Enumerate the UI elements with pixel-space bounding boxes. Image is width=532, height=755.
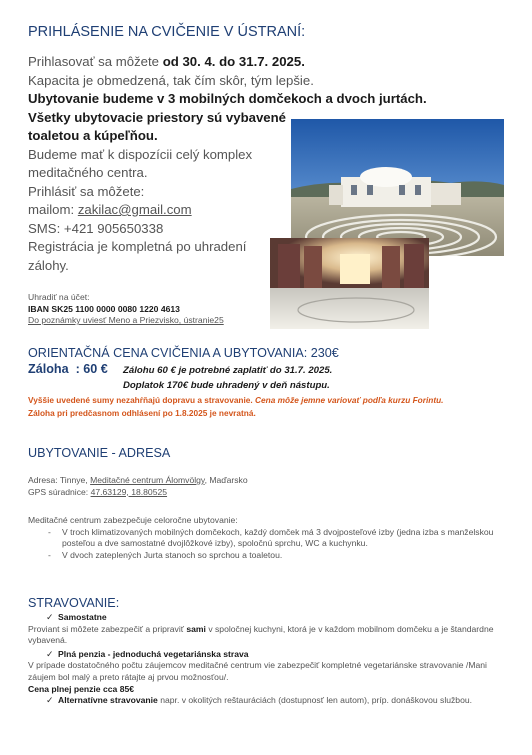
checkmark-icon: ✓ <box>46 612 54 622</box>
registration-line-8: Prihlásiť sa môžete: <box>28 183 145 199</box>
registration-line-3: Ubytovanie budeme v 3 mobilných domčekoch a dvoch jurtách. <box>28 91 427 106</box>
registration-line-1: Prihlasovať sa môžete <box>28 54 163 69</box>
accommodation-intro: Meditačné centrum zabezpečuje celoročne ubytovanie: <box>28 515 238 525</box>
price-warning <box>28 394 508 419</box>
full-board-price: Cena plnej penzie cca 85€ <box>28 683 135 694</box>
list-item: - V troch klimatizovaných mobilných domčekoch, každý domček má 3 dvojposteľové izby (jedna izba s manželskou posteľou a dve samostatné dvojlôžkové izby), spoločnú sprchu, WC a kuchynku. <box>48 527 506 550</box>
alternative-food-text: napr. v okolitých reštauráciách (dostupnosť len autom), príp. donáškovou službou. <box>157 695 473 706</box>
full-board-title: Plná penzia - jednoduchá vegetariánska strava <box>58 648 249 659</box>
payment-label: Uhradiť na účet: <box>28 292 90 302</box>
list-item-text: V troch klimatizovaných mobilných domčekoch, každý domček má 3 dvojposteľové izby (jedna izba s manželskou posteľou a dve samostatné dvojlôžkové izby), spoločnú sprchu, WC a kuchynku. <box>62 526 494 549</box>
meditation-center-exterior-photo <box>291 119 504 256</box>
checkmark-icon: ✓ <box>46 648 54 659</box>
address-country: , Maďarsko <box>204 475 248 485</box>
self-catering-text-end: v spoločnej kuchyni, ktorá je v každom mobilnom domčeku a je štandardne vybavená. <box>28 623 494 646</box>
self-catering-text: Proviant si môžete zabezpečiť a pripraviť <box>28 623 187 634</box>
self-catering-title: Samostatne <box>58 612 107 622</box>
sms-contact: SMS: +421 905650338 <box>28 220 164 236</box>
full-board-text: V prípade dostatočného počtu záujemcov meditačné centrum vie zabezpečiť kompletné vegetariánske stravovanie /Mani záujem bol malý a preto rátajte aj prvou možnosťou/. <box>28 660 487 682</box>
registration-line-2: Kapacita je obmedzená, tak čím skôr, tým lepšie. <box>28 72 314 88</box>
price-warning-text: Vyššie uvedené sumy nezahŕňajú dopravu a stravovanie. <box>28 395 256 405</box>
forint-note: Cena môže jemne variovať podľa kurzu Forintu. <box>255 395 444 405</box>
deposit-info <box>123 364 332 393</box>
meditation-hall-interior-photo <box>270 238 429 329</box>
registration-line-6: Budeme mať k dispozícii celý komplex <box>28 146 253 162</box>
registration-line-7: meditačného centra. <box>28 165 148 180</box>
accommodation-details <box>28 515 506 561</box>
remaining-payment: Doplatok 170€ bude uhradený v deň nástupu. <box>123 379 330 391</box>
payment-note: Do poznámky uviesť Meno a Priezvisko, ústranie25 <box>28 315 224 326</box>
list-item-text: V dvoch zateplených Jurta stanoch so sprchou a toaletou. <box>62 549 283 560</box>
gps-label: GPS súradnice: <box>28 486 91 497</box>
alternative-food-title: Alternatívne stravovanie <box>58 695 158 706</box>
iban: IBAN SK25 1100 0000 0080 1220 4613 <box>28 303 180 314</box>
mail-label: mailom: <box>28 202 78 217</box>
email-link[interactable]: zakilac@gmail.com <box>77 202 192 217</box>
food-details <box>28 612 506 707</box>
registration-dates: od 30. 4. do 31.7. 2025. <box>162 54 305 69</box>
registration-heading: PRIHLÁSENIE NA CVIČENIE V ÚSTRANÍ: <box>28 24 306 40</box>
deposit-text: Zálohu 60 € je potrebné zaplatiť do 31.7. 2025. <box>123 365 333 376</box>
address-block <box>28 475 248 498</box>
accommodation-heading: UBYTOVANIE - ADRESA <box>28 446 171 460</box>
payment-block <box>28 292 224 327</box>
list-item: - V dvoch zateplených Jurta stanoch so sprchou a toaletou. <box>48 549 283 560</box>
gps-link[interactable]: 47.63129, 18.80525 <box>90 486 168 497</box>
center-link[interactable]: Meditačné centrum Álomvölgy <box>90 475 205 485</box>
registration-line-4: Všetky ubytovacie priestory sú vybavené <box>28 109 287 125</box>
cancel-note: Záloha pri predčasnom odhlásení po 1.8.2025 je nevratná. <box>28 407 256 418</box>
registration-line-11: Registrácia je kompletná po uhradení <box>28 239 247 254</box>
food-heading: STRAVOVANIE: <box>28 596 120 610</box>
registration-line-12: zálohy. <box>28 257 69 273</box>
price-heading: ORIENTAČNÁ CENA CVIČENIA A UBYTOVANIA: 230€ <box>28 346 339 360</box>
address-label: Adresa: Tinnye, <box>28 475 91 485</box>
deposit-label: Záloha : 60 € <box>28 362 108 376</box>
registration-line-5: toaletou a kúpeľňou. <box>28 128 158 143</box>
checkmark-icon: ✓ <box>46 695 54 706</box>
self-catering-bold: sami <box>186 623 206 634</box>
